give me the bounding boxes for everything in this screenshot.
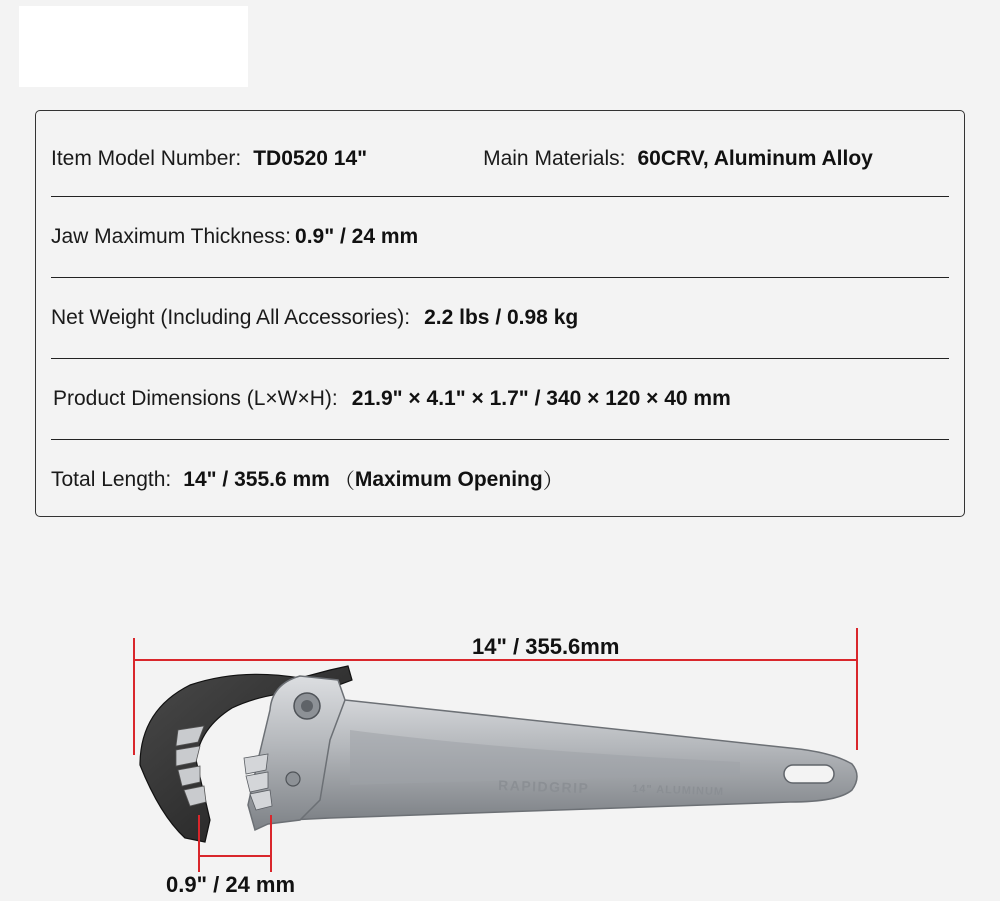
handle-size-text: 14" ALUMINUM bbox=[631, 783, 725, 799]
length-paren-close: ） bbox=[542, 470, 564, 493]
model-value: TD0520 14" bbox=[253, 146, 368, 170]
weight-label: Net Weight (Including All Accessories): bbox=[51, 306, 411, 329]
spec-row-dimensions bbox=[51, 359, 949, 440]
length-label: Total Length: bbox=[51, 468, 172, 491]
materials-label: Main Materials: bbox=[483, 146, 626, 170]
blank-patch bbox=[19, 6, 248, 87]
length-paren-open: （ bbox=[333, 470, 355, 493]
wrench-illustration bbox=[0, 580, 1000, 896]
spec-row-model bbox=[51, 121, 949, 197]
wrench-diagram bbox=[0, 580, 1000, 896]
dimensions-label: Product Dimensions (L×W×H): bbox=[53, 387, 338, 410]
length-value: 14" / 355.6 mm bbox=[183, 468, 330, 491]
jaw-value: 0.9" / 24 mm bbox=[295, 225, 419, 248]
length-note: Maximum Opening bbox=[354, 468, 543, 491]
jaw-label: Jaw Maximum Thickness: bbox=[51, 225, 292, 248]
hang-hole bbox=[784, 765, 834, 783]
model-label: Item Model Number: bbox=[51, 146, 242, 170]
spec-row-weight bbox=[51, 278, 949, 359]
spec-table bbox=[35, 110, 965, 517]
materials-value: 60CRV, Aluminum Alloy bbox=[637, 146, 873, 170]
spec-row-jaw bbox=[51, 197, 949, 278]
spec-row-length bbox=[51, 440, 949, 520]
jaw-dimension-label: 0.9" / 24 mm bbox=[166, 872, 296, 897]
weight-value: 2.2 lbs / 0.98 kg bbox=[424, 306, 579, 329]
length-dimension-label: 14" / 355.6mm bbox=[472, 634, 620, 659]
handle-brand-text: RAPIDGRIP bbox=[497, 777, 590, 797]
dimensions-value: 21.9" × 4.1" × 1.7" / 340 × 120 × 40 mm bbox=[351, 387, 731, 410]
rivet bbox=[286, 772, 300, 786]
